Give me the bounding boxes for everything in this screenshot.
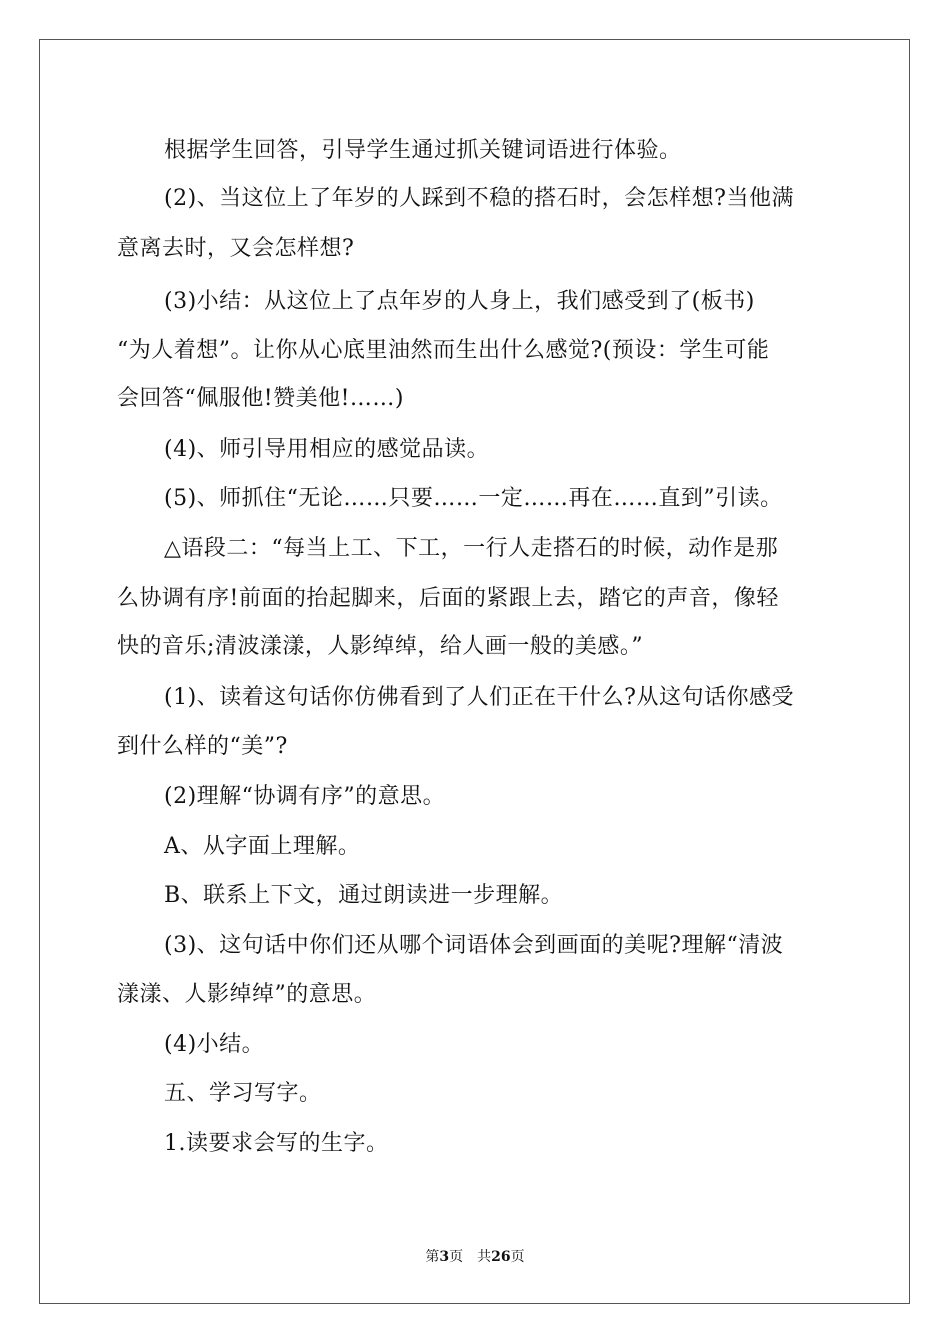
text-line: (2)、当这位上了年岁的人踩到不稳的搭石时，会怎样想?当他满: [164, 186, 794, 211]
text-line: (5)、师抓住“无论……只要……一定……再在……直到”引读。: [164, 486, 783, 511]
text-line: (1)、读着这句话你仿佛看到了人们正在干什么?从这句话你感受: [164, 685, 794, 710]
footer-page-number: 3: [439, 1249, 450, 1265]
text-line: (3)、这句话中你们还从哪个词语体会到画面的美呢?理解“清波: [164, 933, 784, 958]
text-line: A、从字面上理解。: [164, 834, 361, 859]
text-line: 漾漾、人影绰绰”的意思。: [117, 982, 377, 1007]
footer-suffix: 页: [510, 1249, 525, 1265]
text-line: 根据学生回答，引导学生通过抓关键词语进行体验。: [164, 138, 682, 163]
text-line: 意离去时，又会怎样想?: [117, 236, 355, 261]
text-line: (2)理解“协调有序”的意思。: [164, 784, 446, 809]
text-line: 么协调有序!前面的抬起脚来，后面的紧跟上去，踏它的声音，像轻: [117, 586, 779, 611]
text-line: B、联系上下文，通过朗读进一步理解。: [164, 883, 564, 908]
page-footer: [0, 1248, 950, 1266]
page-frame: [39, 39, 910, 1304]
text-line: 快的音乐;清波漾漾，人影绰绰，给人画一般的美感。”: [117, 634, 644, 659]
text-line: (3)小结：从这位上了点年岁的人身上，我们感受到了(板书): [164, 289, 755, 314]
footer-prefix: 第: [425, 1249, 440, 1265]
footer-middle: 页 共: [449, 1249, 492, 1265]
text-line: 1.读要求会写的生字。: [164, 1131, 389, 1156]
text-line: 到什么样的“美”?: [117, 734, 288, 759]
text-line: “为人着想”。让你从心底里油然而生出什么感觉?(预设：学生可能: [117, 338, 770, 363]
text-line: (4)、师引导用相应的感觉品读。: [164, 437, 490, 462]
text-line: 会回答“佩服他!赞美他!……): [117, 386, 405, 411]
text-line: △语段二：“每当上工、下工，一行人走搭石的时候，动作是那: [164, 536, 779, 561]
footer-total-pages: 26: [491, 1249, 511, 1265]
text-line: (4)小结。: [164, 1032, 265, 1057]
text-line: 五、学习写字。: [164, 1081, 322, 1106]
